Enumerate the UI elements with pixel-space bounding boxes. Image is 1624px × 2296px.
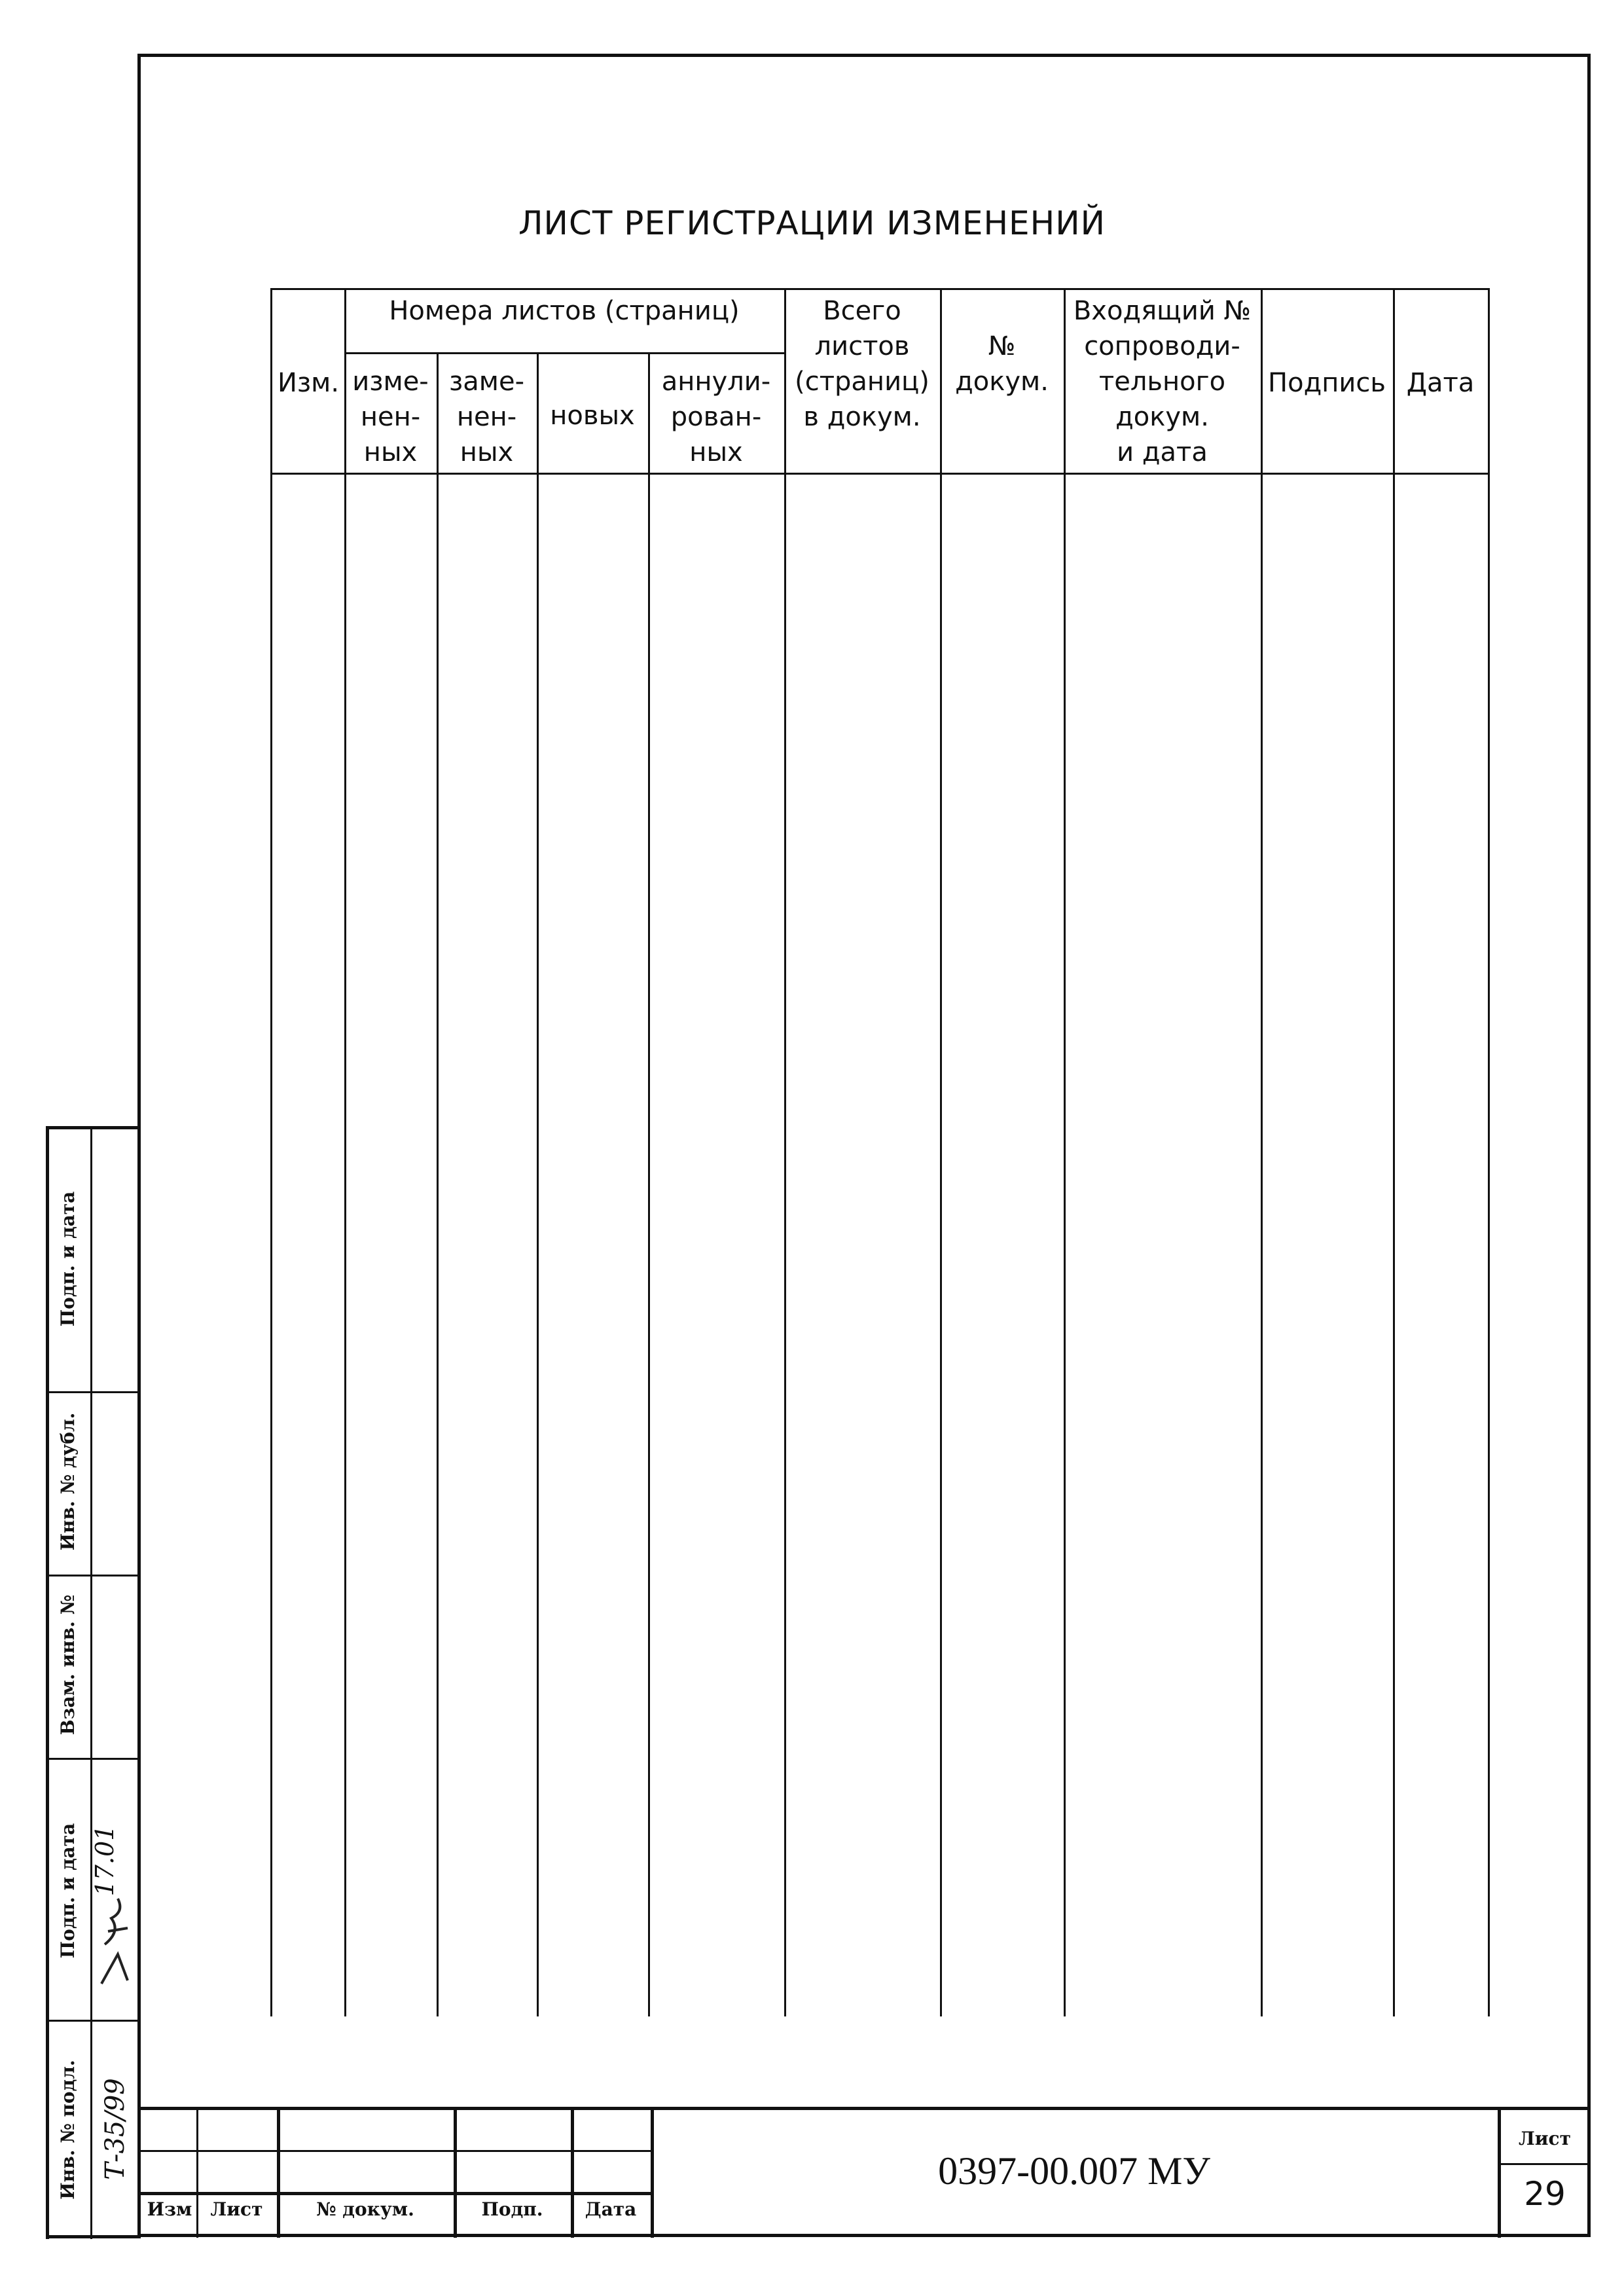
col-line-7: [1064, 288, 1066, 2016]
tb-label-data: Дата: [585, 2198, 637, 2220]
header-data: Дата: [1406, 368, 1475, 398]
tb-label-podp: Подп.: [481, 2198, 543, 2220]
col-line-9: [1393, 288, 1395, 2016]
col-line-10: [1488, 288, 1490, 2016]
col-line-3: [537, 352, 539, 2016]
group-underline: [344, 352, 784, 354]
tb-label-dokum: № докум.: [316, 2198, 414, 2220]
side-value-inv-podl: Т-35/99: [100, 2078, 130, 2180]
side-label-vzam-inv: Взам. инв. №: [57, 1594, 79, 1736]
tb-label-list: Лист: [210, 2198, 263, 2220]
col-line-2: [437, 352, 439, 2016]
header-izmenennyh: изме- нен- ных: [352, 367, 429, 467]
col-line-4: [648, 352, 650, 2016]
side-label-inv-podl: Инв. № подл.: [57, 2060, 79, 2200]
header-podpis: Подпись: [1268, 368, 1386, 398]
header-zamenennyh: заме- нен- ных: [449, 367, 524, 467]
header-vsego-listov: Всего листов (страниц) в докум.: [795, 296, 929, 432]
side-value-podp-date: 17.01: [90, 1825, 119, 1897]
document-designation: 0397-00.007 МУ: [938, 2149, 1210, 2193]
col-line-1: [344, 288, 346, 2016]
tb-label-izm: Изм: [147, 2198, 192, 2220]
header-bottom-border: [270, 473, 1488, 475]
header-novyh: новых: [550, 401, 635, 431]
side-label-podp-data-2: Подп. и дата: [57, 1191, 79, 1327]
col-line-6: [940, 288, 942, 2016]
sheet-label: Лист: [1519, 2128, 1571, 2149]
col-line-0: [270, 288, 272, 2016]
header-annulirovannyh: аннули- рован- ных: [661, 367, 771, 467]
header-vhodyashchiy: Входящий № сопроводи- тельного докум. и дата: [1073, 296, 1252, 467]
header-sheet-numbers: Номера листов (страниц): [389, 296, 740, 326]
header-nomer-dokum: № докум.: [955, 331, 1049, 397]
sheet-number: 29: [1524, 2175, 1566, 2213]
col-line-5: [784, 288, 786, 2016]
table-top-border: [270, 288, 1488, 290]
header-izm: Изм.: [277, 368, 340, 398]
side-label-inv-dubl: Инв. № дубл.: [57, 1412, 79, 1551]
side-label-podp-data-1: Подп. и дата: [57, 1823, 79, 1959]
col-line-8: [1261, 288, 1263, 2016]
page-title: ЛИСТ РЕГИСТРАЦИИ ИЗМЕНЕНИЙ: [518, 204, 1106, 242]
